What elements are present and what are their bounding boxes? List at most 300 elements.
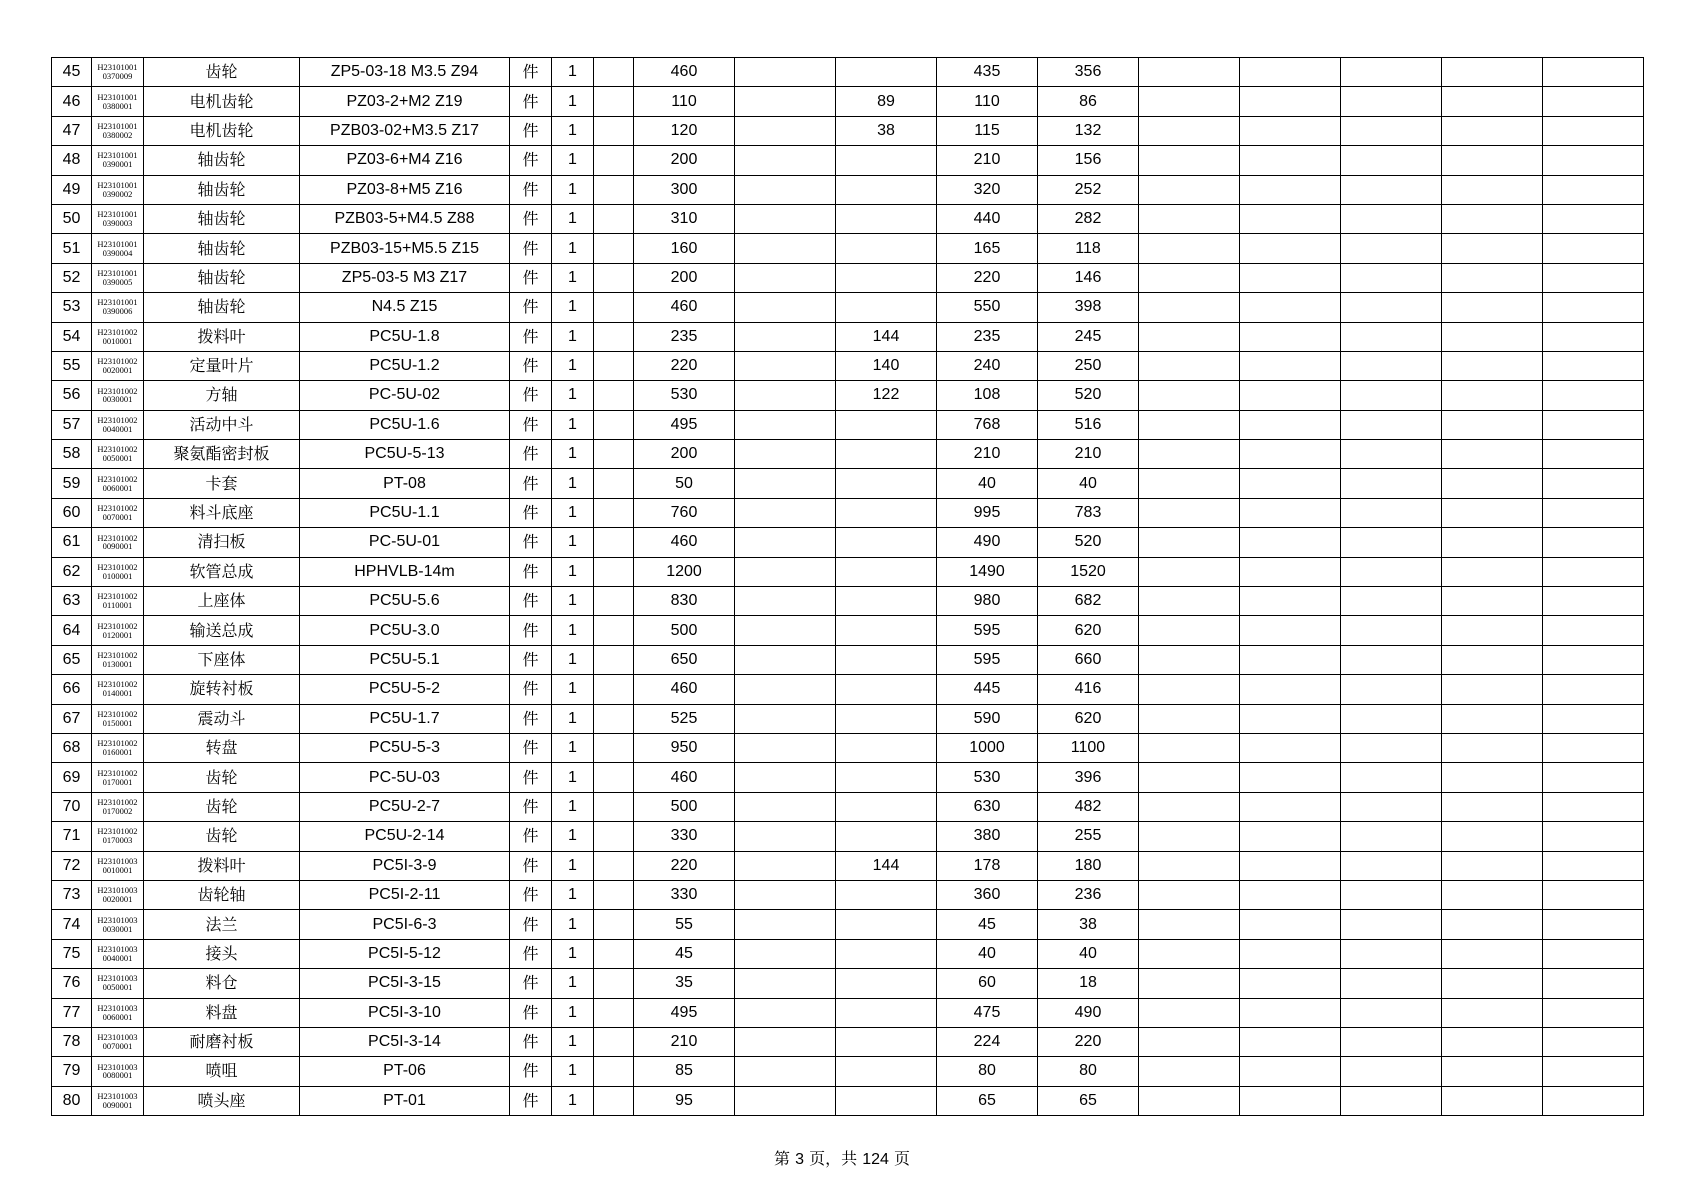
empty-cell (1341, 939, 1442, 968)
col-10 (836, 910, 937, 939)
quantity: 1 (552, 440, 594, 469)
empty-cell (1543, 263, 1644, 292)
col-9 (735, 381, 836, 410)
col-11: 1490 (937, 557, 1038, 586)
col-8: 310 (634, 204, 735, 233)
material-code-line: H23101001 (97, 179, 138, 190)
row-number: 63 (52, 587, 92, 616)
col-11: 65 (937, 1086, 1038, 1115)
row-number: 71 (52, 822, 92, 851)
part-spec: PC5I-3-15 (300, 969, 510, 998)
empty-cell (1442, 440, 1543, 469)
col-11: 590 (937, 704, 1038, 733)
table-row (52, 557, 1644, 586)
empty-cell (1341, 146, 1442, 175)
empty-cell (1442, 645, 1543, 674)
quantity: 1 (552, 675, 594, 704)
material-code-line: 0170003 (102, 835, 133, 846)
part-spec: N4.5 Z15 (300, 293, 510, 322)
empty-cell (1543, 351, 1644, 380)
col-10: 122 (836, 381, 937, 410)
empty-cell (1139, 998, 1240, 1027)
empty-cell (1442, 557, 1543, 586)
material-code (92, 675, 144, 704)
col-9 (735, 410, 836, 439)
col-8: 460 (634, 293, 735, 322)
col-8: 110 (634, 87, 735, 116)
col-12: 118 (1038, 234, 1139, 263)
part-spec: PT-06 (300, 1057, 510, 1086)
material-code-line: H23101001 (97, 268, 138, 278)
quantity: 1 (552, 557, 594, 586)
empty-cell (1139, 234, 1240, 263)
col-11: 435 (937, 58, 1038, 87)
col-12: 416 (1038, 675, 1139, 704)
table-row (52, 910, 1644, 939)
material-code-line: 0110001 (102, 600, 133, 611)
col-9 (735, 234, 836, 263)
part-spec: PC5U-1.8 (300, 322, 510, 351)
footer-prefix: 第 (774, 1149, 796, 1168)
empty-cell (1240, 557, 1341, 586)
quantity: 1 (552, 469, 594, 498)
material-code-line: H23101001 (97, 297, 138, 308)
col-8: 220 (634, 351, 735, 380)
material-code (92, 616, 144, 645)
col-7 (594, 351, 634, 380)
empty-cell (1240, 998, 1341, 1027)
col-10 (836, 440, 937, 469)
unit: 件 (510, 263, 552, 292)
unit: 件 (510, 234, 552, 263)
empty-cell (1543, 733, 1644, 762)
part-name: 震动斗 (144, 704, 300, 733)
col-7 (594, 1057, 634, 1086)
empty-cell (1442, 322, 1543, 351)
table-row (52, 733, 1644, 762)
unit: 件 (510, 998, 552, 1027)
empty-cell (1139, 263, 1240, 292)
material-code (92, 645, 144, 674)
empty-cell (1543, 146, 1644, 175)
col-9 (735, 1027, 836, 1056)
empty-cell (1543, 880, 1644, 909)
col-8: 220 (634, 851, 735, 880)
col-12: 156 (1038, 146, 1139, 175)
col-9 (735, 998, 836, 1027)
table-row (52, 146, 1644, 175)
empty-cell (1139, 1086, 1240, 1115)
col-8: 330 (634, 822, 735, 851)
material-code-line: 0010001 (102, 864, 133, 875)
empty-cell (1139, 763, 1240, 792)
row-number: 46 (52, 87, 92, 116)
col-11: 475 (937, 998, 1038, 1027)
empty-cell (1240, 587, 1341, 616)
row-number: 67 (52, 704, 92, 733)
material-code (92, 1027, 144, 1056)
col-7 (594, 880, 634, 909)
part-name: 轴齿轮 (144, 146, 300, 175)
part-name: 卡套 (144, 469, 300, 498)
empty-cell (1139, 351, 1240, 380)
empty-cell (1139, 910, 1240, 939)
unit: 件 (510, 322, 552, 351)
col-10 (836, 469, 937, 498)
col-8: 950 (634, 733, 735, 762)
row-number: 54 (52, 322, 92, 351)
empty-cell (1543, 616, 1644, 645)
col-12: 80 (1038, 1057, 1139, 1086)
empty-cell (1139, 645, 1240, 674)
material-code-line: H23101001 (97, 150, 138, 161)
unit: 件 (510, 645, 552, 674)
empty-cell (1341, 204, 1442, 233)
empty-cell (1240, 851, 1341, 880)
col-8: 300 (634, 175, 735, 204)
material-code (92, 880, 144, 909)
material-code-line: H23101003 (97, 1090, 138, 1101)
empty-cell (1341, 557, 1442, 586)
col-10: 89 (836, 87, 937, 116)
empty-cell (1341, 322, 1442, 351)
empty-cell (1543, 204, 1644, 233)
empty-cell (1442, 58, 1543, 87)
empty-cell (1240, 116, 1341, 145)
material-code-line: H23101001 (97, 91, 138, 102)
col-9 (735, 293, 836, 322)
empty-cell (1442, 293, 1543, 322)
col-10 (836, 675, 937, 704)
row-number: 61 (52, 528, 92, 557)
col-11: 40 (937, 939, 1038, 968)
col-10 (836, 969, 937, 998)
col-12: 220 (1038, 1027, 1139, 1056)
empty-cell (1139, 58, 1240, 87)
col-9 (735, 939, 836, 968)
row-number: 45 (52, 58, 92, 87)
empty-cell (1240, 616, 1341, 645)
empty-cell (1442, 998, 1543, 1027)
material-code-line: 0020001 (102, 894, 133, 905)
unit: 件 (510, 528, 552, 557)
row-number: 73 (52, 880, 92, 909)
col-9 (735, 58, 836, 87)
table-row (52, 381, 1644, 410)
material-code-line: 0090001 (102, 1099, 133, 1110)
material-code-line: 0120001 (102, 629, 133, 640)
col-9 (735, 616, 836, 645)
row-number: 77 (52, 998, 92, 1027)
col-8: 45 (634, 939, 735, 968)
empty-cell (1543, 440, 1644, 469)
empty-cell (1442, 381, 1543, 410)
col-11: 630 (937, 792, 1038, 821)
material-code-line: H23101002 (97, 591, 138, 602)
empty-cell (1341, 587, 1442, 616)
material-code (92, 851, 144, 880)
row-number: 58 (52, 440, 92, 469)
empty-cell (1442, 204, 1543, 233)
col-9 (735, 440, 836, 469)
col-9 (735, 969, 836, 998)
row-number: 60 (52, 498, 92, 527)
material-code-line: 0140001 (102, 688, 133, 699)
row-number: 79 (52, 1057, 92, 1086)
empty-cell (1240, 733, 1341, 762)
row-number: 59 (52, 469, 92, 498)
col-10 (836, 175, 937, 204)
table-row (52, 116, 1644, 145)
col-9 (735, 469, 836, 498)
table-row (52, 175, 1644, 204)
empty-cell (1543, 175, 1644, 204)
material-code (92, 293, 144, 322)
empty-cell (1543, 1057, 1644, 1086)
empty-cell (1139, 822, 1240, 851)
material-code (92, 822, 144, 851)
empty-cell (1341, 822, 1442, 851)
row-number: 50 (52, 204, 92, 233)
material-code (92, 351, 144, 380)
empty-cell (1240, 1057, 1341, 1086)
material-code (92, 146, 144, 175)
empty-cell (1139, 733, 1240, 762)
col-8: 525 (634, 704, 735, 733)
unit: 件 (510, 440, 552, 469)
material-code-line: H23101003 (97, 1061, 138, 1072)
quantity: 1 (552, 616, 594, 645)
col-12: 180 (1038, 851, 1139, 880)
part-spec: ZP5-03-5 M3 Z17 (300, 263, 510, 292)
empty-cell (1139, 322, 1240, 351)
unit: 件 (510, 146, 552, 175)
part-spec: PC5I-3-9 (300, 851, 510, 880)
empty-cell (1442, 733, 1543, 762)
col-9 (735, 880, 836, 909)
empty-cell (1341, 469, 1442, 498)
empty-cell (1240, 87, 1341, 116)
empty-cell (1240, 969, 1341, 998)
empty-cell (1139, 204, 1240, 233)
col-11: 240 (937, 351, 1038, 380)
col-12: 396 (1038, 763, 1139, 792)
empty-cell (1442, 792, 1543, 821)
empty-cell (1341, 498, 1442, 527)
col-7 (594, 1086, 634, 1115)
row-number: 78 (52, 1027, 92, 1056)
col-8: 330 (634, 880, 735, 909)
table-row (52, 469, 1644, 498)
col-8: 460 (634, 763, 735, 792)
part-name: 聚氨酯密封板 (144, 440, 300, 469)
empty-cell (1240, 381, 1341, 410)
col-7 (594, 410, 634, 439)
table-row (52, 293, 1644, 322)
row-number: 69 (52, 763, 92, 792)
empty-cell (1139, 704, 1240, 733)
unit: 件 (510, 87, 552, 116)
col-7 (594, 822, 634, 851)
quantity: 1 (552, 1027, 594, 1056)
material-code (92, 263, 144, 292)
empty-cell (1341, 616, 1442, 645)
empty-cell (1543, 557, 1644, 586)
empty-cell (1240, 263, 1341, 292)
col-10 (836, 763, 937, 792)
empty-cell (1442, 587, 1543, 616)
col-8: 235 (634, 322, 735, 351)
material-code-line: 0030001 (102, 923, 133, 934)
col-12: 132 (1038, 116, 1139, 145)
row-number: 47 (52, 116, 92, 145)
col-12: 252 (1038, 175, 1139, 204)
part-name: 轴齿轮 (144, 263, 300, 292)
col-8: 35 (634, 969, 735, 998)
table-row (52, 587, 1644, 616)
part-spec: PZB03-02+M3.5 Z17 (300, 116, 510, 145)
empty-cell (1543, 528, 1644, 557)
part-name: 轴齿轮 (144, 175, 300, 204)
part-spec: PC5U-2-14 (300, 822, 510, 851)
part-spec: PC5U-3.0 (300, 616, 510, 645)
unit: 件 (510, 792, 552, 821)
col-8: 120 (634, 116, 735, 145)
material-code-line: 0050001 (102, 453, 133, 464)
empty-cell (1341, 763, 1442, 792)
col-11: 210 (937, 146, 1038, 175)
material-code (92, 410, 144, 439)
table-row (52, 410, 1644, 439)
material-code (92, 175, 144, 204)
empty-cell (1543, 939, 1644, 968)
col-9 (735, 557, 836, 586)
quantity: 1 (552, 969, 594, 998)
col-7 (594, 440, 634, 469)
material-code-line: H23101002 (97, 738, 138, 749)
empty-cell (1543, 792, 1644, 821)
unit: 件 (510, 498, 552, 527)
col-7 (594, 469, 634, 498)
col-12: 40 (1038, 939, 1139, 968)
material-code (92, 704, 144, 733)
row-number: 49 (52, 175, 92, 204)
col-9 (735, 1057, 836, 1086)
row-number: 52 (52, 263, 92, 292)
col-7 (594, 616, 634, 645)
material-code-line: H23101003 (97, 943, 138, 954)
col-8: 1200 (634, 557, 735, 586)
empty-cell (1543, 87, 1644, 116)
col-12: 1520 (1038, 557, 1139, 586)
unit: 件 (510, 675, 552, 704)
col-9 (735, 645, 836, 674)
col-11: 360 (937, 880, 1038, 909)
col-7 (594, 733, 634, 762)
col-7 (594, 528, 634, 557)
empty-cell (1139, 851, 1240, 880)
empty-cell (1442, 880, 1543, 909)
empty-cell (1442, 1086, 1543, 1115)
empty-cell (1341, 792, 1442, 821)
quantity: 1 (552, 293, 594, 322)
empty-cell (1341, 58, 1442, 87)
material-code-line: H23101002 (97, 532, 138, 543)
material-code-line: 0390004 (102, 247, 133, 258)
part-name: 下座体 (144, 645, 300, 674)
col-12: 18 (1038, 969, 1139, 998)
quantity: 1 (552, 587, 594, 616)
part-name: 齿轮 (144, 58, 300, 87)
material-code-line: H23101002 (97, 767, 138, 778)
row-number: 48 (52, 146, 92, 175)
empty-cell (1139, 410, 1240, 439)
part-spec: PC5U-5-3 (300, 733, 510, 762)
part-spec: PC5I-6-3 (300, 910, 510, 939)
quantity: 1 (552, 1057, 594, 1086)
table-row (52, 1027, 1644, 1056)
part-spec: HPHVLB-14m (300, 557, 510, 586)
col-11: 320 (937, 175, 1038, 204)
part-name: 旋转衬板 (144, 675, 300, 704)
row-number: 62 (52, 557, 92, 586)
quantity: 1 (552, 234, 594, 263)
unit: 件 (510, 351, 552, 380)
empty-cell (1240, 792, 1341, 821)
empty-cell (1139, 1057, 1240, 1086)
row-number: 55 (52, 351, 92, 380)
col-11: 550 (937, 293, 1038, 322)
empty-cell (1341, 910, 1442, 939)
quantity: 1 (552, 263, 594, 292)
col-12: 682 (1038, 587, 1139, 616)
empty-cell (1442, 116, 1543, 145)
material-code (92, 792, 144, 821)
col-11: 178 (937, 851, 1038, 880)
col-8: 500 (634, 792, 735, 821)
table-row (52, 234, 1644, 263)
empty-cell (1543, 410, 1644, 439)
empty-cell (1341, 87, 1442, 116)
empty-cell (1442, 146, 1543, 175)
col-9 (735, 175, 836, 204)
material-code-line: H23101002 (97, 473, 138, 484)
row-number: 56 (52, 381, 92, 410)
empty-cell (1240, 498, 1341, 527)
col-7 (594, 704, 634, 733)
col-12: 38 (1038, 910, 1139, 939)
col-10 (836, 58, 937, 87)
col-12: 490 (1038, 998, 1139, 1027)
material-code-line: H23101001 (97, 238, 138, 249)
material-code (92, 322, 144, 351)
empty-cell (1341, 440, 1442, 469)
empty-cell (1240, 704, 1341, 733)
empty-cell (1543, 1086, 1644, 1115)
col-9 (735, 146, 836, 175)
col-12: 356 (1038, 58, 1139, 87)
col-7 (594, 645, 634, 674)
empty-cell (1442, 910, 1543, 939)
empty-cell (1240, 175, 1341, 204)
empty-cell (1543, 498, 1644, 527)
col-11: 60 (937, 969, 1038, 998)
empty-cell (1442, 851, 1543, 880)
empty-cell (1240, 1027, 1341, 1056)
col-11: 220 (937, 263, 1038, 292)
col-8: 650 (634, 645, 735, 674)
empty-cell (1341, 293, 1442, 322)
